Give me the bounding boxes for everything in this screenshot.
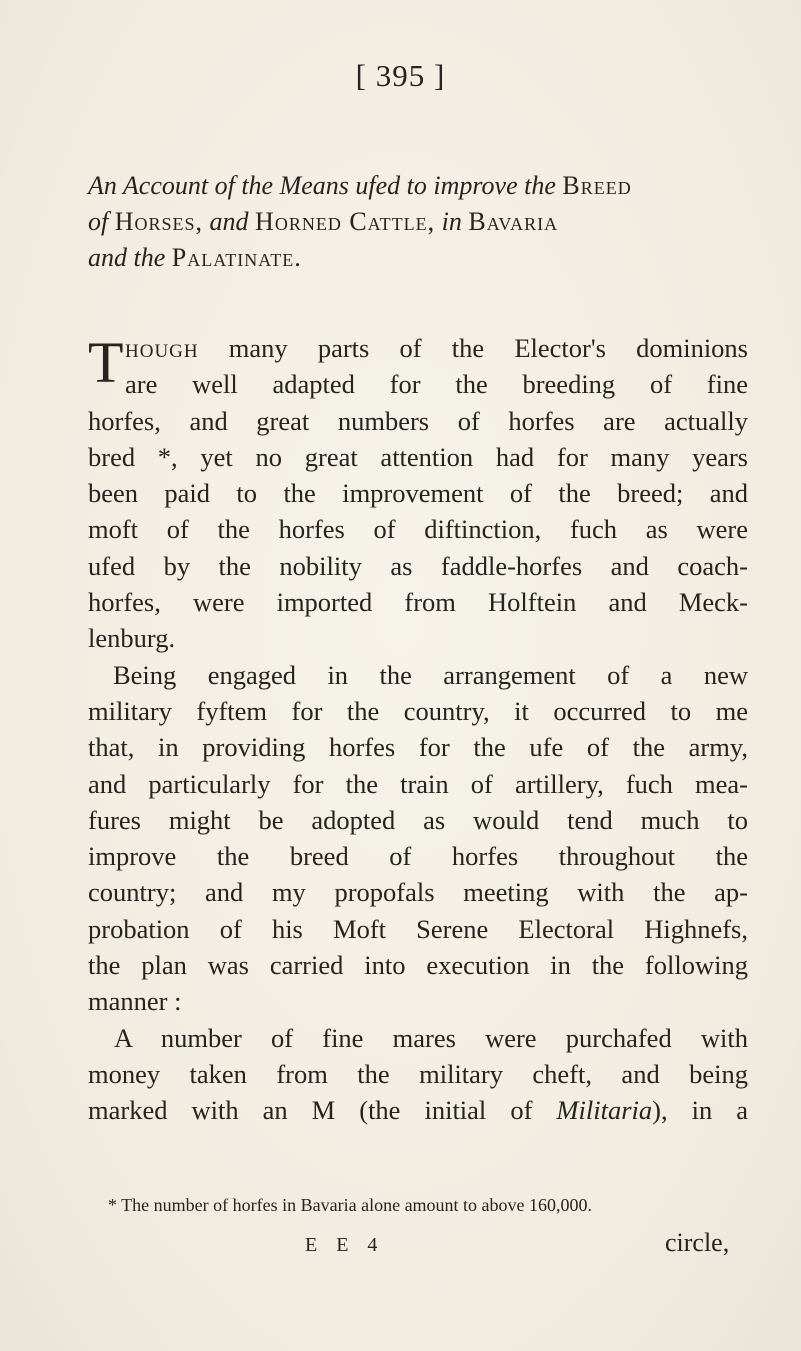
text-line: lenburg. bbox=[88, 623, 176, 654]
drop-cap: T bbox=[88, 330, 124, 395]
title-smallcaps: Horses, bbox=[114, 207, 204, 236]
text-line: money taken from the military cheft, and being bbox=[88, 1058, 748, 1089]
text-line: the plan was carried into execution in the following bbox=[88, 950, 748, 981]
article-title bbox=[88, 168, 748, 276]
text-line: A number of fine mares were purchafed with bbox=[114, 1022, 748, 1053]
title-line-3 bbox=[88, 240, 748, 276]
text-span: ), in a bbox=[652, 1095, 748, 1126]
paragraph-2 bbox=[88, 657, 748, 1020]
catchword: circle, bbox=[665, 1228, 730, 1257]
italic-word: Militaria bbox=[556, 1095, 653, 1126]
paragraph-1 bbox=[88, 330, 748, 657]
title-text: and the bbox=[88, 243, 172, 272]
text-line: fures might be adopted as would tend much to bbox=[88, 804, 748, 835]
text-line: horfes, and great numbers of horfes are actually bbox=[88, 405, 748, 436]
signature-mark: E E 4 bbox=[305, 1234, 385, 1256]
text-line: are well adapted for the breeding of fine bbox=[125, 369, 748, 400]
lead-word: hough bbox=[125, 333, 199, 363]
text-line: manner : bbox=[88, 986, 182, 1017]
text-line: military fyftem for the country, it occurred to me bbox=[88, 695, 748, 726]
title-text: in bbox=[435, 207, 469, 236]
title-line-2 bbox=[88, 204, 748, 240]
body-text bbox=[88, 330, 748, 1129]
title-smallcaps: Breed bbox=[562, 171, 632, 200]
page-number: [ 395 ] bbox=[355, 58, 446, 93]
text-line: horfes, were imported from Holftein and Meck- bbox=[88, 587, 748, 618]
footnote: * The number of horfes in Bavaria alone amount to above 160,000. bbox=[108, 1195, 593, 1215]
text-line: improve the breed of horfes throughout the bbox=[88, 841, 748, 872]
text-line: moft of the horfes of diftinction, fuch as were bbox=[88, 514, 748, 545]
text-span: many parts of the Elector's dominions bbox=[198, 333, 748, 363]
text-span: marked with an M (the initial of bbox=[88, 1095, 557, 1126]
paragraph-3 bbox=[88, 1020, 748, 1129]
text-line bbox=[88, 330, 748, 366]
text-line: ufed by the nobility as faddle-horfes and coach- bbox=[88, 550, 748, 581]
text-line: bred *, yet no great attention had for many years bbox=[88, 441, 748, 472]
text-line bbox=[88, 1092, 748, 1128]
title-smallcaps: Horned Cattle, bbox=[255, 207, 436, 236]
title-smallcaps: Bavaria bbox=[468, 207, 559, 236]
title-text: and bbox=[203, 207, 256, 236]
title-line-1 bbox=[88, 168, 748, 204]
text-line: country; and my propofals meeting with the ap- bbox=[88, 877, 748, 908]
text-line: probation of his Moft Serene Electoral Highnefs, bbox=[88, 913, 748, 944]
title-text: of bbox=[88, 207, 115, 236]
text-line: that, in providing horfes for the ufe of the army, bbox=[88, 732, 748, 763]
title-text: An Account of the Means ufed to improve the bbox=[88, 171, 563, 200]
text-line: Being engaged in the arrangement of a new bbox=[113, 659, 748, 690]
text-line: and particularly for the train of artillery, fuch mea- bbox=[88, 768, 748, 799]
title-smallcaps: Palatinate. bbox=[171, 243, 302, 272]
text-line: been paid to the improvement of the breed; and bbox=[88, 478, 748, 509]
